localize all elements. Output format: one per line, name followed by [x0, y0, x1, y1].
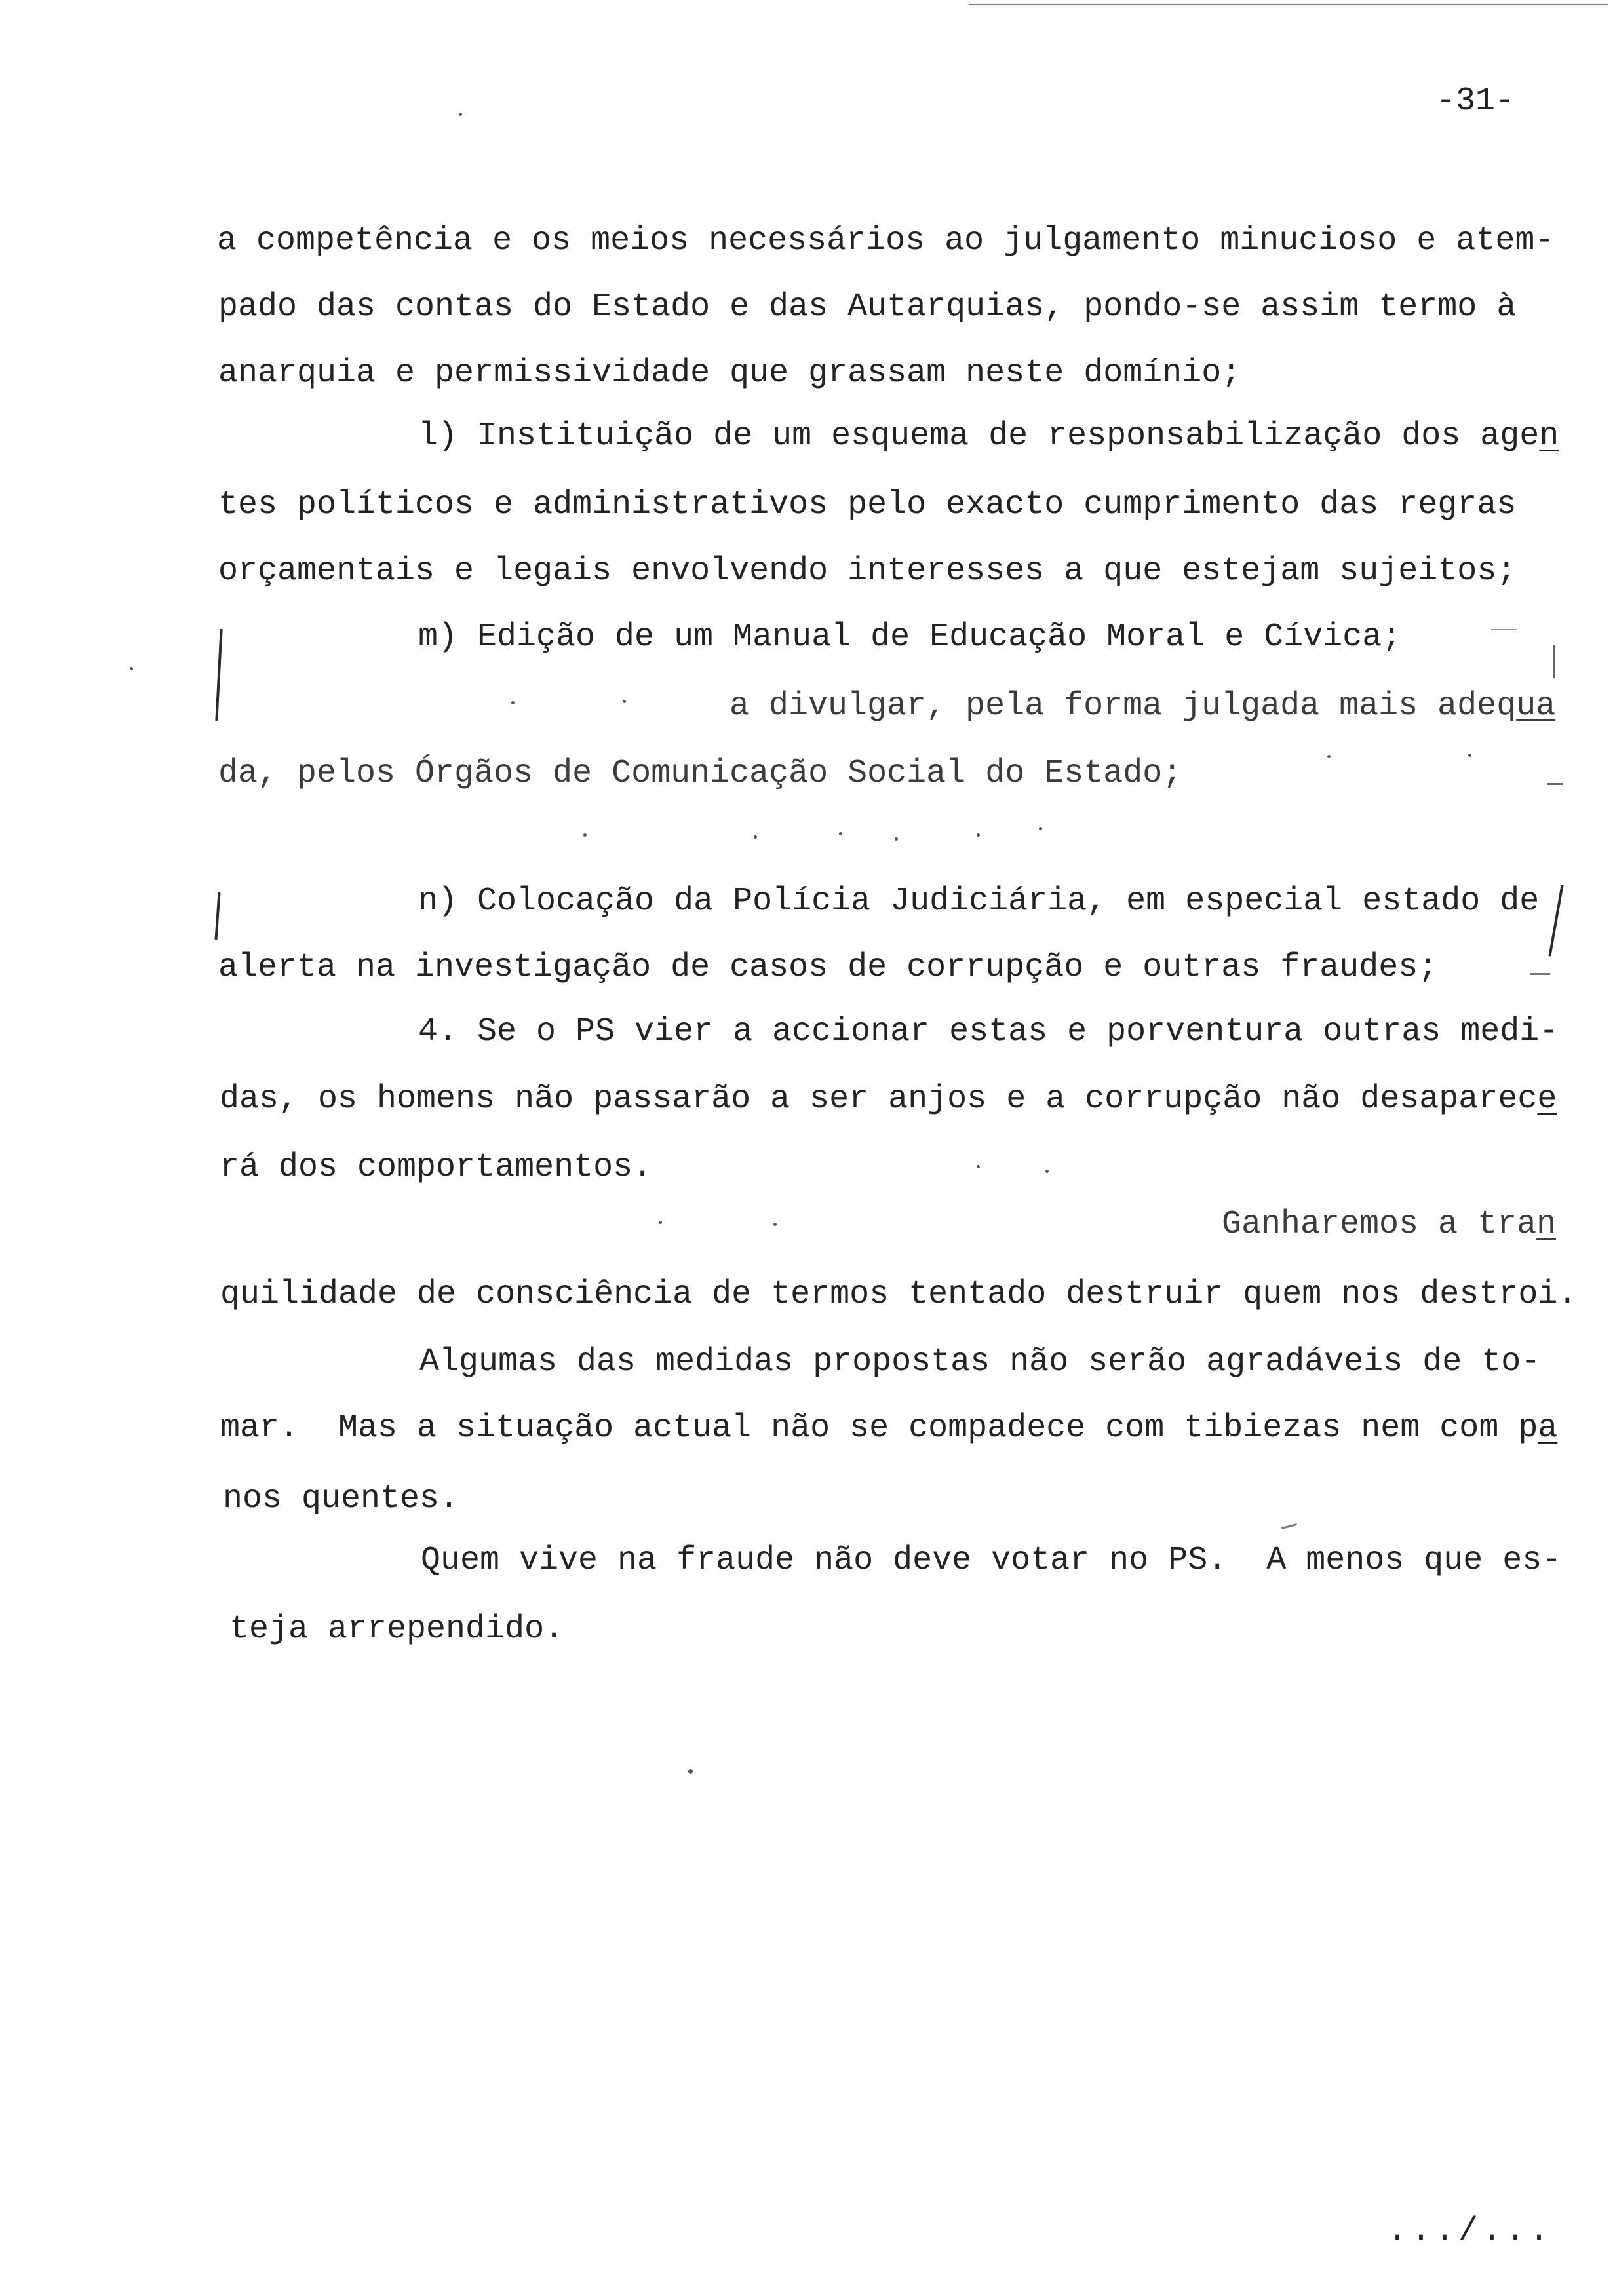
- scan-edge-line: [969, 4, 1608, 5]
- body-line-4-underlined: n: [1539, 417, 1559, 455]
- accent-mark: [1281, 1523, 1297, 1529]
- margin-mark-right-2: [1548, 885, 1563, 956]
- body-line-2: pado das contas do Estado e das Autarquias, pondo-se assim termo à: [218, 288, 1517, 326]
- margin-dash-2: [1530, 973, 1550, 975]
- body-line-12: 4. Se o PS vier a accionar estas e porventura outras medi-: [418, 1013, 1559, 1050]
- body-line-7: m) Edição de um Manual de Educação Moral e Cívica;: [418, 619, 1402, 656]
- scan-speck: [1468, 754, 1471, 757]
- body-line-16: quilidade de consciência de termos tentado destruir quem nos destroi.: [220, 1276, 1578, 1313]
- scan-speck: [459, 113, 462, 116]
- body-line-4-text: l) Instituição de um esquema de responsabilização dos age: [418, 417, 1540, 455]
- scan-speck: [623, 700, 626, 703]
- body-line-20: Quem vive na fraude não deve votar no PS. A menos que es-: [421, 1542, 1562, 1579]
- body-line-15-underlined: n: [1536, 1206, 1557, 1243]
- scan-speck: [1327, 755, 1331, 758]
- body-line-8: [730, 687, 1555, 726]
- body-line-18-text: mar. Mas a situação actual não se compadece com tibiezas nem com p: [220, 1409, 1538, 1447]
- body-line-13-text: das, os homens não passarão a ser anjos e a corrupção não desaparec: [220, 1081, 1538, 1118]
- scan-speck: [977, 1165, 980, 1168]
- body-line-3: anarquia e permissividade que grassam neste domínio;: [218, 354, 1241, 392]
- scan-speck: [688, 1769, 693, 1774]
- body-line-18: [220, 1409, 1557, 1448]
- body-line-10: n) Colocação da Polícia Judiciária, em especial estado de: [418, 883, 1540, 920]
- body-line-17: Algumas das medidas propostas não serão agradáveis de to-: [419, 1343, 1541, 1381]
- body-line-5: tes políticos e administrativos pelo exacto cumprimento das regras: [218, 486, 1517, 524]
- scan-speck: [839, 832, 842, 835]
- margin-mark-left-1: [215, 629, 222, 721]
- body-line-21: teja arrependido.: [229, 1611, 564, 1648]
- page-number: -31-: [1436, 83, 1515, 120]
- body-line-14: rá dos comportamentos.: [220, 1149, 653, 1186]
- scan-speck: [130, 667, 133, 670]
- margin-dash-3: [1491, 629, 1517, 630]
- body-line-6: orçamentais e legais envolvendo interesses a que estejam sujeitos;: [218, 552, 1517, 590]
- margin-mark-left-2: [214, 892, 220, 940]
- scan-speck: [511, 701, 515, 704]
- margin-mark-right-1: [1553, 645, 1555, 678]
- margin-dash-1: [1547, 783, 1563, 785]
- scan-speck: [754, 835, 757, 839]
- body-line-13: [220, 1080, 1557, 1119]
- body-line-15-text: Ganharemos a tra: [1222, 1206, 1537, 1243]
- body-line-19: nos quentes.: [223, 1480, 459, 1518]
- body-line-15: [1222, 1205, 1556, 1244]
- scan-speck: [1039, 827, 1042, 830]
- scan-speck: [977, 833, 980, 837]
- body-line-1: a competência e os meios necessários ao julgamento minucioso e atem-: [217, 222, 1555, 259]
- scan-speck: [659, 1221, 662, 1224]
- continuation-mark: .../...: [1388, 2213, 1553, 2250]
- body-line-8-underlined: ua: [1516, 687, 1556, 725]
- body-line-8-text: a divulgar, pela forma julgada mais adeq: [730, 687, 1517, 725]
- scan-speck: [583, 833, 587, 837]
- body-line-18-underlined: a: [1538, 1409, 1558, 1447]
- body-line-11: alerta na investigação de casos de corrupção e outras fraudes;: [218, 949, 1438, 986]
- scan-speck: [1045, 1170, 1049, 1173]
- scan-speck: [773, 1223, 777, 1226]
- body-line-4: [418, 417, 1559, 456]
- body-line-13-underlined: e: [1537, 1081, 1557, 1118]
- scan-speck: [895, 837, 898, 841]
- body-line-9: da, pelos Órgãos de Comunicação Social do Estado;: [218, 755, 1182, 792]
